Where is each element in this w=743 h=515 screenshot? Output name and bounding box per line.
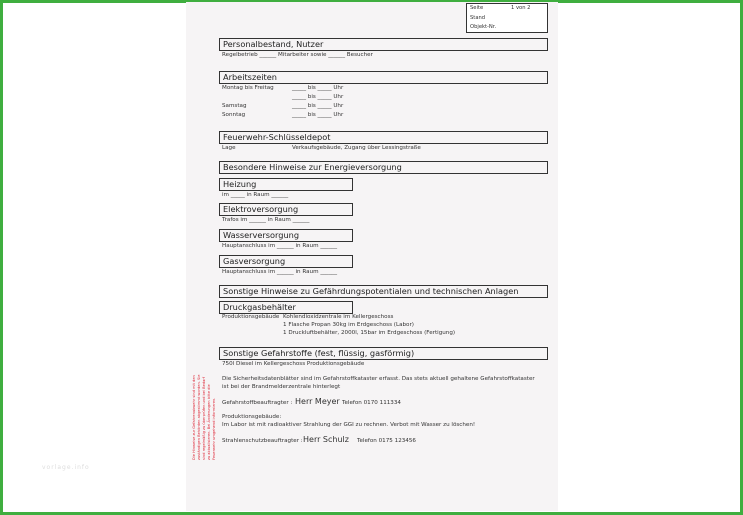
lage-value: Verkaufsgebäude, Zugang über Lessingstraße [292,145,421,151]
seite-value: 1 von 2 [511,5,531,11]
druckgas-label: Produktionsgebäude [222,314,280,320]
section-personalbestand: Personalbestand, Nutzer [219,38,548,51]
seite-label: Seite [470,5,484,11]
subsection-heizung: Heizung [219,178,353,191]
side-note-line-1: Die Hinweise zur Gefahrenabwehr sind mit den [192,375,196,460]
gefahrstoffe-line1: 750l Diesel im Kellergeschoss Produktionsgebäude [222,361,365,367]
gefahrstoffbeauftragter-name: Herr Meyer [295,397,340,406]
subsection-druckgasbehaelter: Druckgasbehälter [219,301,353,314]
stand-label: Stand [470,15,486,21]
section-energieversorgung: Besondere Hinweise zur Energieversorgung [219,161,548,174]
subsection-wasserversorgung: Wasserversorgung [219,229,353,242]
arbeitszeit-time-3: _____ bis _____ Uhr [292,103,344,109]
section-gefaehrdungspotentiale: Sonstige Hinweise zu Gefährdungspotentialen und technischen Anlagen [219,285,548,298]
objekt-label: Objekt-Nr. [470,24,497,30]
gas-line: Hauptanschluss im ______ in Raum ______ [222,269,338,275]
personal-line: Regelbetrieb ______ Mitarbeiter sowie ______ Besucher [222,52,373,58]
side-note-line-5: Feuerwehr umgehend informieren. [212,397,216,460]
arbeitszeit-day-3: Samstag [222,103,247,109]
gefahrstoffe-para2: ist bei der Brandmelderzentrale hinterlegt [222,384,341,390]
druckgas-line-3: 1 Druckluftbehälter, 2000l, 15bar im Erdgeschoss (Fertigung) [283,330,456,336]
section-feuerwehr-schluesseldepot: Feuerwehr-Schlüsseldepot [219,131,548,144]
side-note-line-2: zuständigen Behörden abgestimmt worden. Sie [197,374,201,460]
side-note-line-4: zu aktualisieren. Bei Änderungen bitte die [207,384,211,460]
produktionsgebaeude-label: Produktionsgebäude: [222,414,282,420]
strahlenschutzbeauftragter-name: Herr Schulz [303,435,349,444]
subsection-gasversorgung: Gasversorgung [219,255,353,268]
produktionsgebaeude-text: Im Labor ist mit radioaktiver Strahlung der GGI zu rechnen. Verbot mit Wasser zu löschen! [222,422,476,428]
strahlenschutzbeauftragter-label: Strahlenschutzbeauftragter : [222,438,303,444]
arbeitszeit-day-1: Montag bis Freitag [222,85,274,91]
gefahrstoffbeauftragter-tel: Telefon 0170 111334 [342,400,401,406]
druckgas-line-2: 1 Flasche Propan 30kg im Erdgeschoss (Labor) [283,322,414,328]
gefahrstoffe-para1: Die Sicherheitsdatenblätter sind im Gefahrstoffkataster erfasst. Das stets aktuell gehaltene Gefahrstoffkataster [222,376,535,382]
watermark: vorlage.info [42,464,90,471]
druckgas-line-1: Kohlendioxidzentrale im Kellergeschoss [283,314,394,320]
page-header-box [466,3,548,33]
arbeitszeit-time-4: _____ bis _____ Uhr [292,112,344,118]
arbeitszeit-day-4: Sonntag [222,112,246,118]
arbeitszeit-time-2: _____ bis _____ Uhr [292,94,344,100]
strahlenschutzbeauftragter-tel: Telefon 0175 123456 [357,438,416,444]
side-note [192,342,224,460]
section-sonstige-gefahrstoffe: Sonstige Gefahrstoffe (fest, flüssig, gasförmig) [219,347,548,360]
gefahrstoffbeauftragter-label: Gefahrstoffbeauftragter : [222,400,293,406]
arbeitszeit-time-1: _____ bis _____ Uhr [292,85,344,91]
wasser-line: Hauptanschluss im ______ in Raum ______ [222,243,338,249]
subsection-elektroversorgung: Elektroversorgung [219,203,353,216]
section-arbeitszeiten: Arbeitszeiten [219,71,548,84]
heizung-line: im _____ in Raum ______ [222,192,289,198]
elektro-line: Trafos im ______ in Raum ______ [222,217,310,223]
side-note-line-3: sind regelmäßig zu überprüfen und bei Bedarf [202,376,206,460]
lage-label: Lage [222,145,236,151]
